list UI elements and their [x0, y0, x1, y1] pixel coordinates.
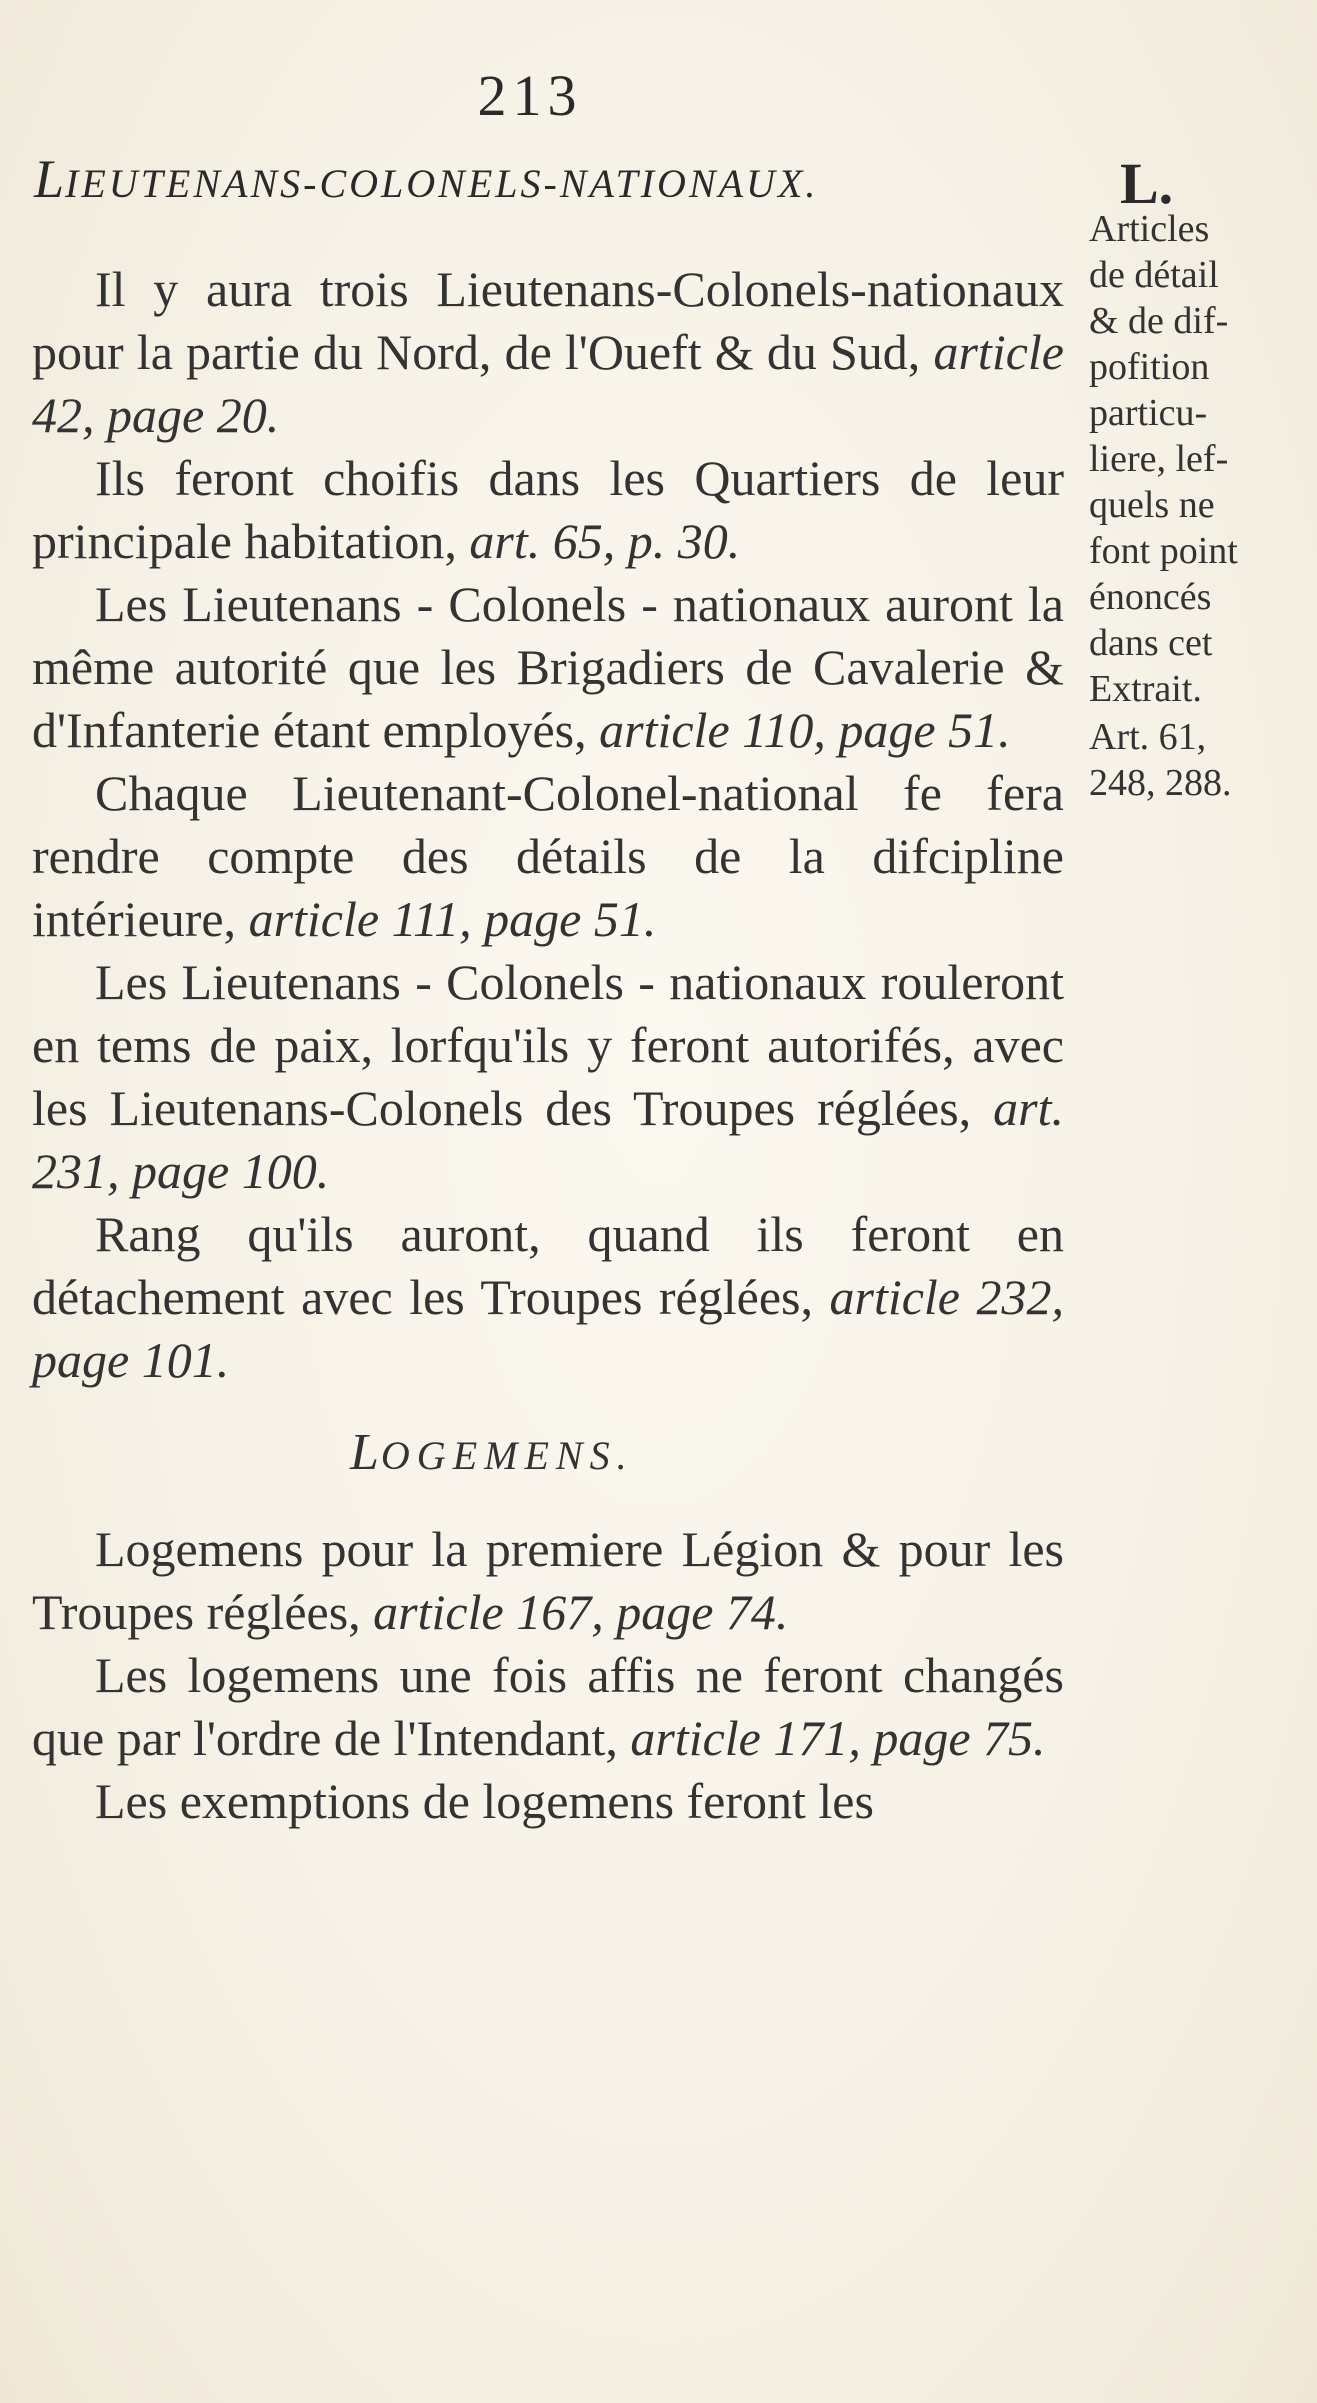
- margin-note-line: font point: [1089, 530, 1238, 572]
- margin-note-line: Extrait.: [1089, 668, 1202, 710]
- margin-note-line: quels ne: [1089, 484, 1215, 526]
- article-reference: article 42, page 20.: [32, 324, 1064, 443]
- paragraph-text: Ils feront choifis dans les Quartiers de leur principale habitation,: [32, 450, 1064, 569]
- margin-note-line: de détail: [1089, 254, 1219, 296]
- article-reference: article 171, page 75.: [630, 1710, 1046, 1766]
- margin-index-letter: L.: [1120, 151, 1174, 216]
- running-head-rest: IEUTENANS-COLONELS-NATIONAUX.: [65, 161, 819, 206]
- margin-note-line: dans cet: [1089, 622, 1213, 664]
- margin-note-line: & de dif-: [1089, 300, 1229, 342]
- paragraph: [32, 447, 1064, 573]
- paragraph: [32, 258, 1064, 447]
- paragraph-text: Chaque Lieutenant-Colonel-national fe fera rendre compte des détails de la difcipline intérieure,: [32, 765, 1064, 947]
- paragraph: [32, 1203, 1064, 1392]
- section-heading-rest: OGEMENS.: [380, 1433, 634, 1478]
- running-head: [34, 148, 1034, 210]
- section-heading-initial: L: [350, 1424, 381, 1481]
- section-heading: [32, 1421, 1064, 1487]
- paragraph-text: Les Lieutenans - Colonels - nationaux rouleront en tems de paix, lorfqu'ils y feront autorifés, avec les Lieutenans-Colonels des Troupes réglées,: [32, 954, 1064, 1136]
- paragraph-text: Les exemptions de logemens feront les: [95, 1773, 874, 1829]
- margin-note-line: liere, lef-: [1089, 438, 1229, 480]
- paragraph-text: Il y aura trois Lieutenans-Colonels-nationaux pour la partie du Nord, de l'Oueft & du Sud,: [32, 261, 1064, 380]
- paragraph: [32, 951, 1064, 1203]
- paragraph: [32, 1644, 1064, 1770]
- article-reference: article 110, page 51.: [599, 702, 1011, 758]
- paragraph: [32, 573, 1064, 762]
- margin-note-line: particu-: [1089, 392, 1208, 434]
- running-head-initial: L: [34, 149, 66, 209]
- paragraph-text: Les logemens une fois affis ne feront changés que par l'ordre de l'Intendant,: [32, 1647, 1064, 1766]
- paragraph: [32, 1518, 1064, 1644]
- margin-note-article-refs-cont: 248, 288.: [1089, 762, 1232, 804]
- margin-note-line: pofition: [1089, 346, 1210, 388]
- article-reference: art. 231, page 100.: [32, 1080, 1064, 1199]
- article-reference: article 111, page 51.: [248, 891, 657, 947]
- margin-note-line: Articles: [1089, 208, 1210, 250]
- article-reference: art. 65, p. 30.: [469, 513, 741, 569]
- article-reference: article 232, page 101.: [32, 1269, 1064, 1388]
- article-reference: article 167, page 74.: [373, 1584, 789, 1640]
- body-text: [32, 258, 1064, 1833]
- margin-note: [1089, 206, 1309, 806]
- paragraph-text: Les Lieutenans - Colonels - nationaux auront la même autorité que les Brigadiers de Cavalerie & d'Infanterie étant employés,: [32, 576, 1064, 758]
- paragraph-text: Rang qu'ils auront, quand ils feront en détachement avec les Troupes réglées,: [32, 1206, 1064, 1325]
- paragraph-text: Logemens pour la premiere Légion & pour les Troupes réglées,: [32, 1521, 1064, 1640]
- paragraph: [32, 1770, 1064, 1833]
- margin-note-article-refs: Art. 61,: [1089, 716, 1207, 758]
- paragraph: [32, 762, 1064, 951]
- margin-note-line: énoncés: [1089, 576, 1212, 618]
- page-number: 213: [477, 63, 583, 128]
